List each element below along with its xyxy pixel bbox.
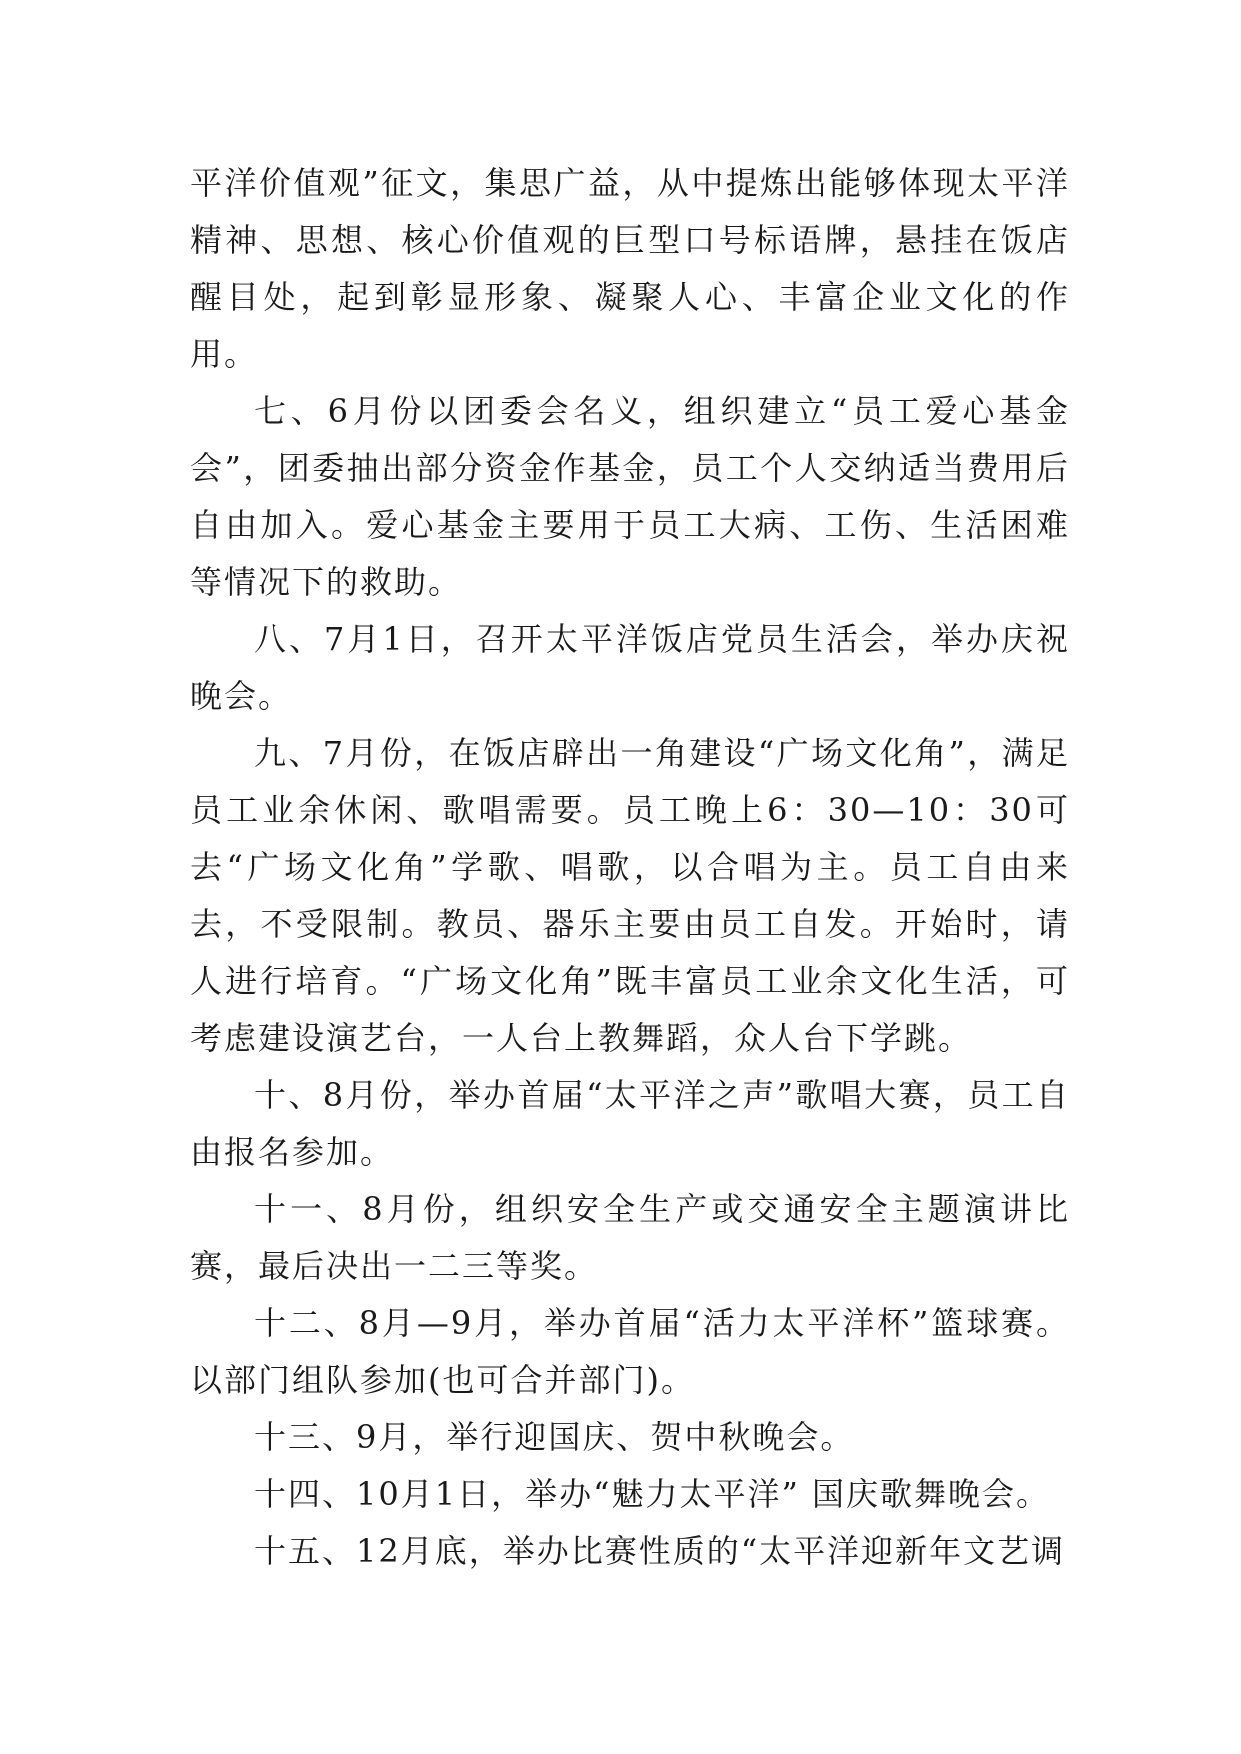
- paragraph-item-9: 九、7月份，在饭店辟出一角建设“广场文化角”，满足员工业余休闲、歌唱需要。员工晚上6：30—10：30可去“广场文化角”学歌、唱歌，以合唱为主。员工自由来去，不受限制。教员、器乐主要由员工自发。开始时，请人进行培育。“广场文化角”既丰富员工业余文化生活，可考虑建设演艺台，一人台上教舞蹈，众人台下学跳。: [190, 734, 1070, 1057]
- paragraph-item-12: 十二、8月—9月，举办首届“活力太平洋杯”篮球赛。以部门组队参加(也可合并部门)。: [190, 1304, 1070, 1399]
- paragraph-item-15: 十五、12月底，举办比赛性质的“太平洋迎新年文艺调: [254, 1532, 1066, 1570]
- paragraph-item-10: 十、8月份，举办首届“太平洋之声”歌唱大赛，员工自由报名参加。: [190, 1076, 1070, 1171]
- paragraph-item-14: 十四、10月1日，举办“魅力太平洋” 国庆歌舞晚会。: [254, 1475, 1050, 1513]
- paragraph-item-7: 七、6月份以团委会名义，组织建立“员工爱心基金会”，团委抽出部分资金作基金，员工个人交纳适当费用后自由加入。爱心基金主要用于员工大病、工伤、生活困难等情况下的救助。: [190, 392, 1070, 601]
- document-body: [190, 155, 1070, 1580]
- paragraph-item-13: 十三、9月，举行迎国庆、贺中秋晚会。: [254, 1418, 855, 1456]
- paragraph-item-11: 十一、8月份，组织安全生产或交通安全主题演讲比赛，最后决出一二三等奖。: [190, 1190, 1070, 1285]
- paragraph-continuation: 平洋价值观”征文，集思广益，从中提炼出能够体现太平洋精神、思想、核心价值观的巨型口号标语牌，悬挂在饭店醒目处，起到彰显形象、凝聚人心、丰富企业文化的作用。: [190, 164, 1070, 373]
- paragraph-item-8: 八、7月1日，召开太平洋饭店党员生活会，举办庆祝晚会。: [190, 620, 1070, 715]
